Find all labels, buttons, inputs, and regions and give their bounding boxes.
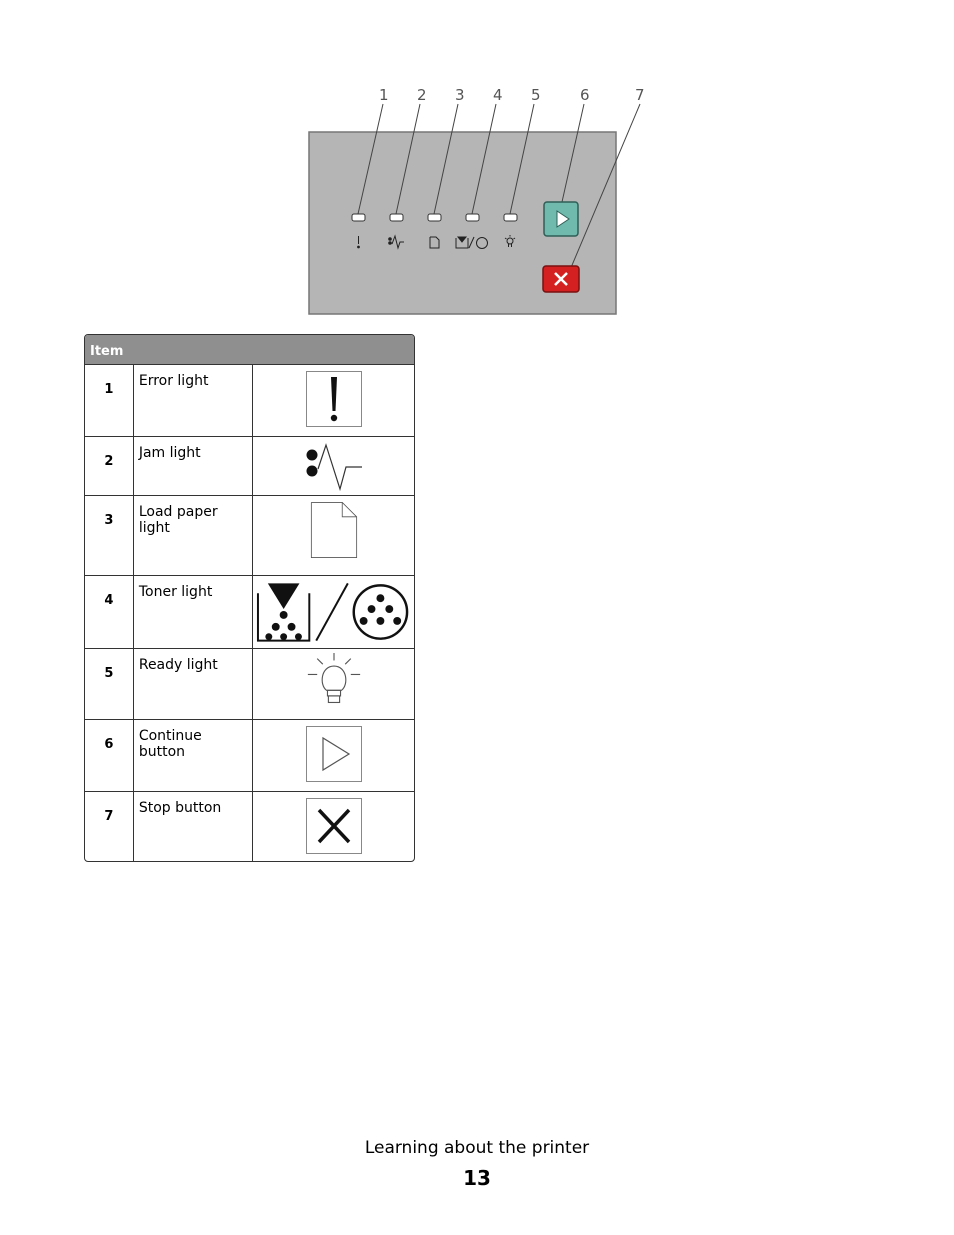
table-row — [85, 648, 414, 719]
table-row — [85, 791, 414, 861]
items-table — [84, 334, 415, 862]
error-led — [352, 214, 365, 221]
row-number: 5 — [104, 666, 114, 681]
load-paper-led — [428, 214, 441, 221]
row-label: Load paper light — [138, 504, 218, 536]
row-number: 3 — [104, 513, 114, 528]
table-header: Item — [85, 335, 414, 365]
paper-sheet-icon — [306, 502, 362, 558]
table-row — [85, 436, 414, 495]
jam-led — [390, 214, 403, 221]
toner-icon — [255, 581, 413, 645]
row-label: Stop button — [138, 800, 222, 816]
row-number: 4 — [104, 593, 114, 608]
ready-led — [504, 214, 517, 221]
table-row — [85, 495, 414, 575]
row-number: 2 — [104, 454, 114, 469]
table-row — [85, 719, 414, 791]
paper-jam-icon — [306, 441, 362, 497]
exclamation-icon — [306, 371, 362, 427]
callout-7: 7 — [635, 86, 645, 104]
row-label: Continue button — [138, 728, 202, 760]
row-number: 1 — [104, 382, 114, 397]
play-icon — [306, 726, 362, 782]
toner-led — [466, 214, 479, 221]
table-row — [85, 575, 414, 648]
callout-2: 2 — [417, 86, 427, 104]
callout-1: 1 — [379, 86, 389, 104]
continue-button[interactable] — [544, 202, 578, 236]
callout-3: 3 — [455, 86, 465, 104]
footer-section-title: Learning about the printer — [364, 1138, 590, 1158]
row-label: Ready light — [138, 657, 218, 673]
callout-5: 5 — [531, 86, 541, 104]
page-number: 13 — [463, 1166, 491, 1190]
table-row — [85, 365, 414, 436]
row-number: 6 — [104, 737, 114, 752]
callout-4: 4 — [493, 86, 503, 104]
row-number: 7 — [104, 809, 114, 824]
row-label: Error light — [138, 373, 209, 389]
control-panel-figure — [300, 80, 660, 325]
row-label: Toner light — [138, 584, 213, 600]
row-label: Jam light — [138, 445, 201, 461]
callout-6: 6 — [580, 86, 590, 104]
light-bulb-icon — [306, 653, 362, 709]
stop-button[interactable] — [543, 266, 579, 292]
x-icon — [306, 798, 362, 854]
